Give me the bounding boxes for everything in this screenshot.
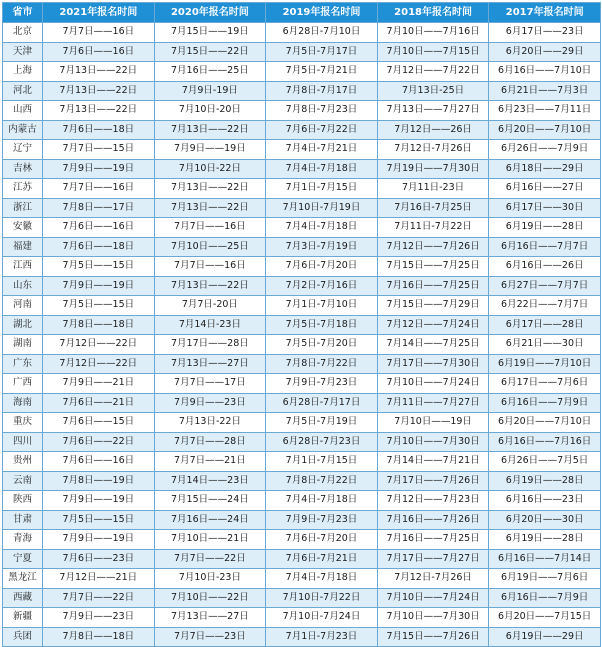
table-row	[3, 335, 601, 355]
header-2020: 2020年报名时间	[154, 3, 266, 23]
date-2020-cell: 7月15日——22日	[154, 42, 266, 62]
table-row	[3, 510, 601, 530]
table-row	[3, 491, 601, 511]
date-2017-cell: 6月20日——7月10日	[489, 413, 601, 433]
date-2021-cell: 7月5日——15日	[43, 510, 155, 530]
date-2020-cell: 7月7日——17日	[154, 374, 266, 394]
date-2017-cell: 6月16日——23日	[489, 491, 601, 511]
date-2019-cell: 7月4日-7月18日	[266, 569, 378, 589]
date-2021-cell: 7月13日——22日	[43, 101, 155, 121]
date-2020-cell: 7月13日——22日	[154, 198, 266, 218]
province-cell: 青海	[3, 530, 43, 550]
date-2019-cell: 6月28日-7月17日	[266, 393, 378, 413]
table-row	[3, 432, 601, 452]
date-2017-cell: 6月26日——7月9日	[489, 140, 601, 160]
date-2017-cell: 6月19日——28日	[489, 530, 601, 550]
province-cell: 山东	[3, 276, 43, 296]
province-cell: 贵州	[3, 452, 43, 472]
date-2019-cell: 6月28日-7月23日	[266, 432, 378, 452]
date-2019-cell: 7月6日-7月21日	[266, 549, 378, 569]
date-2021-cell: 7月6日——22日	[43, 432, 155, 452]
date-2018-cell: 7月10日——7月30日	[377, 432, 489, 452]
date-2021-cell: 7月9日——19日	[43, 159, 155, 179]
date-2021-cell: 7月12日——21日	[43, 569, 155, 589]
date-2018-cell: 7月15日——7月26日	[377, 627, 489, 647]
table-row	[3, 374, 601, 394]
date-2019-cell: 7月6日-7月20日	[266, 257, 378, 277]
table-row	[3, 588, 601, 608]
date-2019-cell: 7月5日-7月19日	[266, 413, 378, 433]
date-2021-cell: 7月12日——22日	[43, 335, 155, 355]
date-2021-cell: 7月6日——15日	[43, 413, 155, 433]
province-cell: 甘肃	[3, 510, 43, 530]
date-2017-cell: 6月16日——26日	[489, 257, 601, 277]
date-2019-cell: 7月5日-7月21日	[266, 62, 378, 82]
date-2019-cell: 7月8日-7月22日	[266, 354, 378, 374]
date-2020-cell: 7月7日-20日	[154, 296, 266, 316]
date-2019-cell: 7月1日-7月15日	[266, 452, 378, 472]
table-row	[3, 237, 601, 257]
date-2020-cell: 7月17日——28日	[154, 335, 266, 355]
province-cell: 西藏	[3, 588, 43, 608]
date-2018-cell: 7月16日——7月25日	[377, 276, 489, 296]
date-2021-cell: 7月9日——19日	[43, 491, 155, 511]
date-2019-cell: 7月10日-7月22日	[266, 588, 378, 608]
province-cell: 安徽	[3, 218, 43, 238]
date-2020-cell: 7月16日——24日	[154, 510, 266, 530]
date-2021-cell: 7月6日——16日	[43, 42, 155, 62]
date-2018-cell: 7月13日——7月27日	[377, 101, 489, 121]
table-row	[3, 413, 601, 433]
date-2020-cell: 7月13日——27日	[154, 608, 266, 628]
date-2019-cell: 7月4日-7月21日	[266, 140, 378, 160]
date-2017-cell: 6月16日——7月9日	[489, 588, 601, 608]
date-2021-cell: 7月7日——16日	[43, 23, 155, 43]
province-cell: 浙江	[3, 198, 43, 218]
date-2021-cell: 7月6日——18日	[43, 120, 155, 140]
date-2019-cell: 7月5日-7月18日	[266, 315, 378, 335]
date-2018-cell: 7月15日——7月29日	[377, 296, 489, 316]
table-row	[3, 42, 601, 62]
date-2021-cell: 7月6日——16日	[43, 452, 155, 472]
date-2021-cell: 7月6日——16日	[43, 218, 155, 238]
table-row	[3, 471, 601, 491]
date-2017-cell: 6月19日——29日	[489, 627, 601, 647]
date-2017-cell: 6月20日——7月15日	[489, 608, 601, 628]
date-2018-cell: 7月11日-23日	[377, 179, 489, 199]
date-2021-cell: 7月9日——19日	[43, 276, 155, 296]
date-2021-cell: 7月9日——23日	[43, 608, 155, 628]
date-2019-cell: 7月9日-7月23日	[266, 374, 378, 394]
date-2019-cell: 7月6日-7月22日	[266, 120, 378, 140]
table-row	[3, 179, 601, 199]
date-2020-cell: 7月16日——25日	[154, 62, 266, 82]
date-2021-cell: 7月6日——21日	[43, 393, 155, 413]
date-2020-cell: 7月14日-23日	[154, 315, 266, 335]
date-2019-cell: 7月1日-7月15日	[266, 179, 378, 199]
table-row	[3, 530, 601, 550]
date-2019-cell: 6月28日-7月10日	[266, 23, 378, 43]
table-row	[3, 393, 601, 413]
date-2017-cell: 6月27日——7月7日	[489, 276, 601, 296]
date-2017-cell: 6月16日——7月9日	[489, 393, 601, 413]
province-cell: 广东	[3, 354, 43, 374]
header-2017: 2017年报名时间	[489, 3, 601, 23]
date-2021-cell: 7月5日——15日	[43, 296, 155, 316]
table-row	[3, 354, 601, 374]
date-2019-cell: 7月5日-7月17日	[266, 42, 378, 62]
date-2018-cell: 7月12日——26日	[377, 120, 489, 140]
date-2021-cell: 7月7日——15日	[43, 140, 155, 160]
table-row	[3, 23, 601, 43]
date-2017-cell: 6月21日——30日	[489, 335, 601, 355]
header-province: 省市	[3, 3, 43, 23]
date-2018-cell: 7月12日——7月22日	[377, 62, 489, 82]
date-2017-cell: 6月19日——28日	[489, 218, 601, 238]
date-2017-cell: 6月16日——7月16日	[489, 432, 601, 452]
table-row	[3, 315, 601, 335]
date-2020-cell: 7月10日-20日	[154, 101, 266, 121]
province-cell: 重庆	[3, 413, 43, 433]
date-2017-cell: 6月16日——7月7日	[489, 237, 601, 257]
date-2018-cell: 7月14日——7月25日	[377, 335, 489, 355]
table-row	[3, 120, 601, 140]
date-2018-cell: 7月11日——7月27日	[377, 393, 489, 413]
date-2021-cell: 7月8日——19日	[43, 471, 155, 491]
province-cell: 上海	[3, 62, 43, 82]
date-2021-cell: 7月5日——15日	[43, 257, 155, 277]
date-2020-cell: 7月7日——21日	[154, 452, 266, 472]
table-row	[3, 257, 601, 277]
date-2017-cell: 6月20日——29日	[489, 42, 601, 62]
date-2018-cell: 7月17日——7月27日	[377, 549, 489, 569]
province-cell: 陕西	[3, 491, 43, 511]
date-2020-cell: 7月9日-19日	[154, 81, 266, 101]
date-2017-cell: 6月20日——7月10日	[489, 120, 601, 140]
date-2021-cell: 7月9日——19日	[43, 530, 155, 550]
province-cell: 江西	[3, 257, 43, 277]
date-2018-cell: 7月17日——7月26日	[377, 471, 489, 491]
date-2021-cell: 7月7日——16日	[43, 179, 155, 199]
date-2018-cell: 7月12日-7月26日	[377, 140, 489, 160]
date-2018-cell: 7月17日——7月30日	[377, 354, 489, 374]
date-2021-cell: 7月6日——23日	[43, 549, 155, 569]
header-row	[3, 3, 601, 23]
date-2017-cell: 6月26日——7月5日	[489, 452, 601, 472]
date-2017-cell: 6月17日——30日	[489, 198, 601, 218]
date-2018-cell: 7月16日-7月25日	[377, 198, 489, 218]
date-2019-cell: 7月9日-7月23日	[266, 510, 378, 530]
date-2019-cell: 7月1日-7月10日	[266, 296, 378, 316]
date-2017-cell: 6月17日——23日	[489, 23, 601, 43]
date-2019-cell: 7月4日-7月18日	[266, 159, 378, 179]
province-cell: 黑龙江	[3, 569, 43, 589]
date-2020-cell: 7月10日——25日	[154, 237, 266, 257]
date-2019-cell: 7月1日-7月23日	[266, 627, 378, 647]
province-cell: 广西	[3, 374, 43, 394]
date-2018-cell: 7月19日——7月30日	[377, 159, 489, 179]
table-row	[3, 296, 601, 316]
date-2019-cell: 7月4日-7月18日	[266, 218, 378, 238]
date-2020-cell: 7月10日-23日	[154, 569, 266, 589]
date-2017-cell: 6月20日——30日	[489, 510, 601, 530]
date-2021-cell: 7月6日——18日	[43, 237, 155, 257]
date-2020-cell: 7月9日——19日	[154, 140, 266, 160]
table-body	[3, 23, 601, 647]
date-2021-cell: 7月12日——22日	[43, 354, 155, 374]
header-2021: 2021年报名时间	[43, 3, 155, 23]
date-2020-cell: 7月7日——23日	[154, 627, 266, 647]
date-2019-cell: 7月10日-7月19日	[266, 198, 378, 218]
date-2018-cell: 7月10日——7月15日	[377, 42, 489, 62]
date-2019-cell: 7月4日-7月18日	[266, 491, 378, 511]
date-2020-cell: 7月13日——22日	[154, 179, 266, 199]
date-2018-cell: 7月16日——7月25日	[377, 530, 489, 550]
date-2021-cell: 7月13日——22日	[43, 81, 155, 101]
date-2021-cell: 7月8日——18日	[43, 627, 155, 647]
table-row	[3, 62, 601, 82]
table-row	[3, 159, 601, 179]
province-cell: 河北	[3, 81, 43, 101]
date-2020-cell: 7月7日——28日	[154, 432, 266, 452]
date-2020-cell: 7月13日——27日	[154, 354, 266, 374]
registration-time-table	[2, 2, 601, 647]
date-2020-cell: 7月10日——21日	[154, 530, 266, 550]
date-2017-cell: 6月22日——7月7日	[489, 296, 601, 316]
date-2017-cell: 6月18日——29日	[489, 159, 601, 179]
province-cell: 兵团	[3, 627, 43, 647]
date-2018-cell: 7月10日——7月16日	[377, 23, 489, 43]
date-2020-cell: 7月9日——23日	[154, 393, 266, 413]
province-cell: 湖南	[3, 335, 43, 355]
date-2017-cell: 6月16日——27日	[489, 179, 601, 199]
date-2017-cell: 6月17日——28日	[489, 315, 601, 335]
date-2019-cell: 7月10日-7月24日	[266, 608, 378, 628]
table-row	[3, 627, 601, 647]
province-cell: 四川	[3, 432, 43, 452]
date-2020-cell: 7月10日——22日	[154, 588, 266, 608]
date-2019-cell: 7月5日-7月20日	[266, 335, 378, 355]
date-2019-cell: 7月3日-7月19日	[266, 237, 378, 257]
date-2017-cell: 6月19日——28日	[489, 471, 601, 491]
date-2020-cell: 7月7日——22日	[154, 549, 266, 569]
province-cell: 河南	[3, 296, 43, 316]
province-cell: 湖北	[3, 315, 43, 335]
date-2020-cell: 7月13日——22日	[154, 276, 266, 296]
date-2018-cell: 7月11日-7月22日	[377, 218, 489, 238]
table-row	[3, 569, 601, 589]
date-2021-cell: 7月8日——18日	[43, 315, 155, 335]
province-cell: 新疆	[3, 608, 43, 628]
date-2019-cell: 7月6日-7月20日	[266, 530, 378, 550]
date-2020-cell: 7月10日-22日	[154, 159, 266, 179]
date-2018-cell: 7月10日——7月24日	[377, 588, 489, 608]
province-cell: 山西	[3, 101, 43, 121]
date-2020-cell: 7月7日——16日	[154, 218, 266, 238]
table-row	[3, 452, 601, 472]
date-2020-cell: 7月15日——24日	[154, 491, 266, 511]
table-row	[3, 608, 601, 628]
date-2020-cell: 7月13日——22日	[154, 120, 266, 140]
date-2021-cell: 7月7日——22日	[43, 588, 155, 608]
date-2020-cell: 7月7日——16日	[154, 257, 266, 277]
date-2017-cell: 6月17日——7月6日	[489, 374, 601, 394]
province-cell: 天津	[3, 42, 43, 62]
table-row	[3, 101, 601, 121]
province-cell: 福建	[3, 237, 43, 257]
province-cell: 北京	[3, 23, 43, 43]
date-2020-cell: 7月13日-22日	[154, 413, 266, 433]
date-2018-cell: 7月10日——7月24日	[377, 374, 489, 394]
province-cell: 内蒙古	[3, 120, 43, 140]
header-2019: 2019年报名时间	[266, 3, 378, 23]
date-2018-cell: 7月10日——19日	[377, 413, 489, 433]
header-2018: 2018年报名时间	[377, 3, 489, 23]
date-2018-cell: 7月12日——7月23日	[377, 491, 489, 511]
date-2017-cell: 6月16日——7月14日	[489, 549, 601, 569]
date-2019-cell: 7月8日-7月23日	[266, 101, 378, 121]
date-2018-cell: 7月13日-25日	[377, 81, 489, 101]
date-2018-cell: 7月14日——7月21日	[377, 452, 489, 472]
date-2020-cell: 7月15日——19日	[154, 23, 266, 43]
date-2017-cell: 6月23日——7月11日	[489, 101, 601, 121]
date-2021-cell: 7月13日——22日	[43, 62, 155, 82]
date-2017-cell: 6月16日——7月10日	[489, 62, 601, 82]
date-2017-cell: 6月19日——7月10日	[489, 354, 601, 374]
date-2018-cell: 7月12日——7月24日	[377, 315, 489, 335]
province-cell: 江苏	[3, 179, 43, 199]
date-2019-cell: 7月8日-7月17日	[266, 81, 378, 101]
date-2018-cell: 7月10日——7月30日	[377, 608, 489, 628]
date-2018-cell: 7月12日-7月26日	[377, 569, 489, 589]
table-row	[3, 276, 601, 296]
date-2019-cell: 7月8日-7月22日	[266, 471, 378, 491]
table-row	[3, 549, 601, 569]
province-cell: 海南	[3, 393, 43, 413]
date-2018-cell: 7月12日——7月26日	[377, 237, 489, 257]
date-2017-cell: 6月19日——7月6日	[489, 569, 601, 589]
date-2019-cell: 7月2日-7月16日	[266, 276, 378, 296]
table-row	[3, 218, 601, 238]
date-2021-cell: 7月9日——21日	[43, 374, 155, 394]
table-row	[3, 140, 601, 160]
province-cell: 宁夏	[3, 549, 43, 569]
date-2018-cell: 7月15日——7月25日	[377, 257, 489, 277]
table-row	[3, 81, 601, 101]
date-2020-cell: 7月14日——23日	[154, 471, 266, 491]
date-2021-cell: 7月8日——17日	[43, 198, 155, 218]
date-2017-cell: 6月21日——7月3日	[489, 81, 601, 101]
province-cell: 辽宁	[3, 140, 43, 160]
table-row	[3, 198, 601, 218]
date-2018-cell: 7月16日——7月26日	[377, 510, 489, 530]
province-cell: 吉林	[3, 159, 43, 179]
province-cell: 云南	[3, 471, 43, 491]
